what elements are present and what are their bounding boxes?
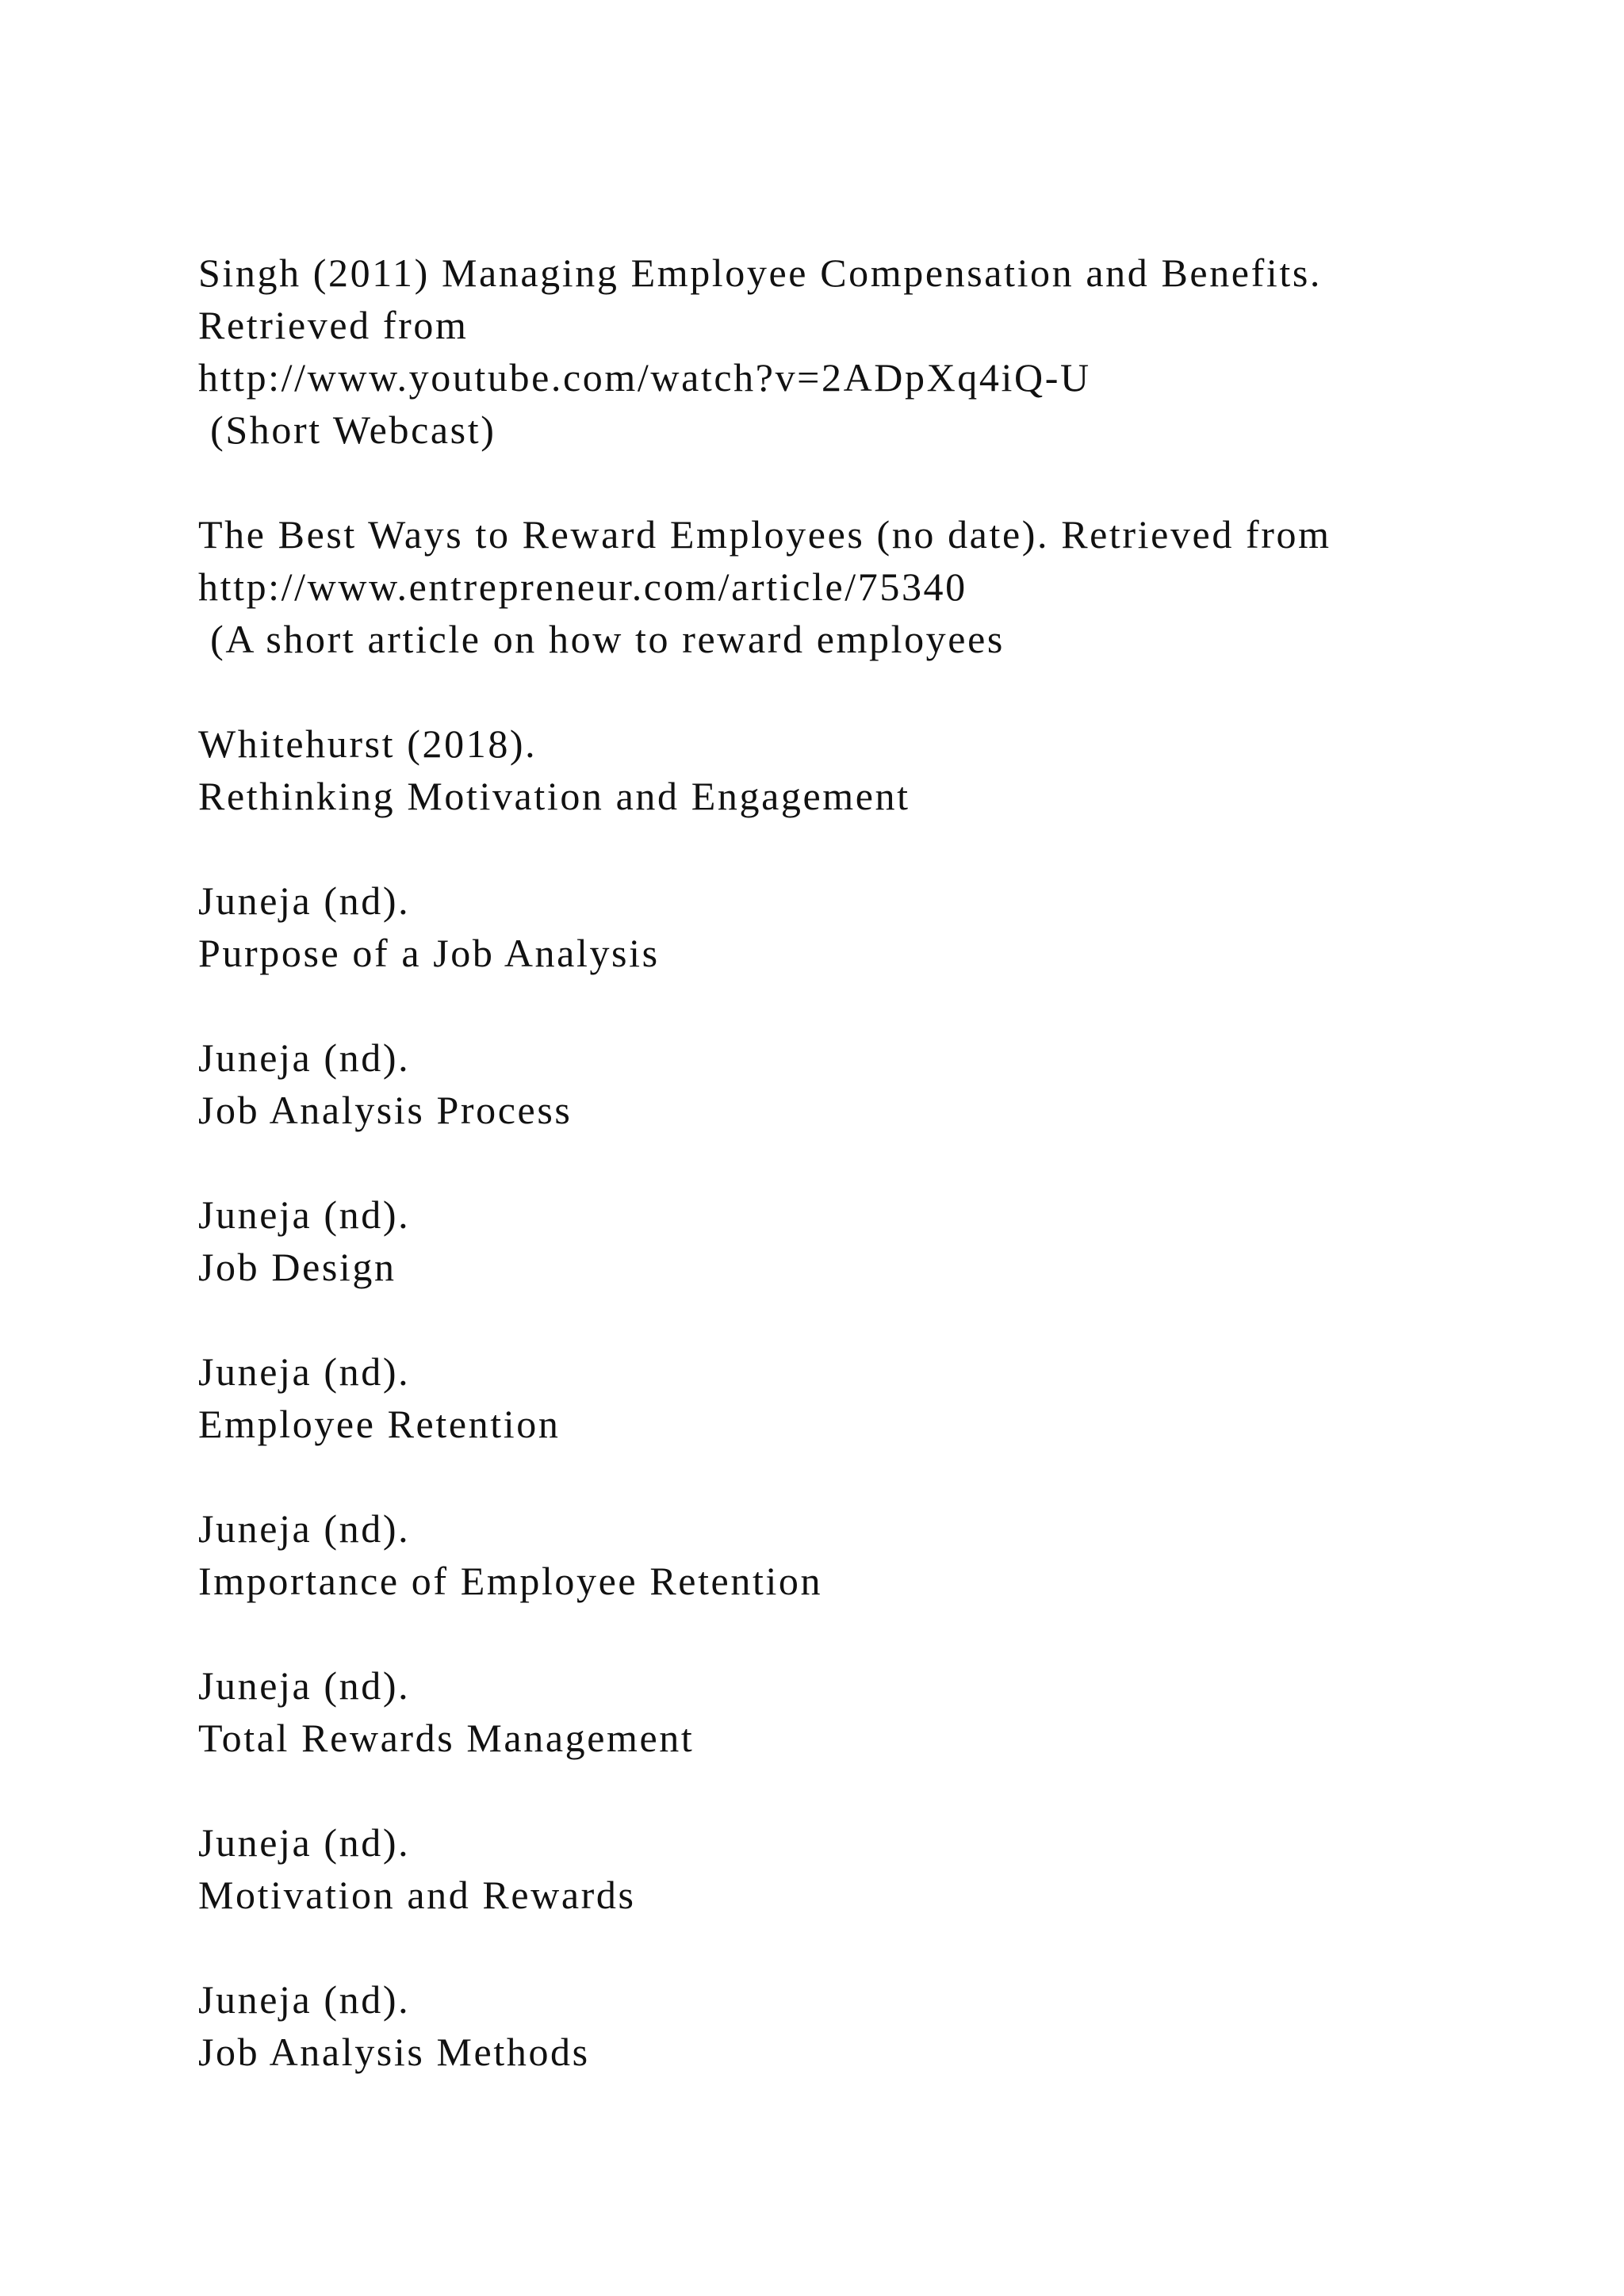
blank-line — [198, 456, 1546, 508]
text-line: Rethinking Motivation and Engagement — [198, 774, 910, 818]
text-line: Total Rewards Management — [198, 1716, 695, 1760]
text-line: (Short Webcast) — [198, 408, 496, 452]
text-line: Singh (2011) Managing Employee Compensation and Benefits. — [198, 251, 1322, 295]
blank-line — [198, 822, 1546, 874]
blank-line — [198, 1607, 1546, 1659]
blank-line — [198, 665, 1546, 718]
text-line: http://www.youtube.com/watch?v=2ADpXq4iQ-U — [198, 355, 1091, 400]
text-line: Retrieved from — [198, 303, 469, 347]
text-line: (A short article on how to reward employees — [198, 617, 1005, 661]
text-line: http://www.entrepreneur.com/article/75340 — [198, 564, 967, 609]
text-line: Juneja (nd). — [198, 878, 411, 923]
blank-line — [198, 1921, 1546, 1973]
text-line: Juneja (nd). — [198, 1663, 411, 1708]
text-line: Juneja (nd). — [198, 1035, 411, 1080]
text-line: Juneja (nd). — [198, 1977, 411, 2022]
text-line: Importance of Employee Retention — [198, 1559, 823, 1603]
text-line: Purpose of a Job Analysis — [198, 931, 660, 975]
blank-line — [198, 1450, 1546, 1502]
document-body — [198, 247, 1546, 2078]
text-line: Job Design — [198, 1245, 396, 1289]
text-line: The Best Ways to Reward Employees (no date). Retrieved from — [198, 512, 1331, 557]
text-line: Motivation and Rewards — [198, 1873, 636, 1917]
text-line: Juneja (nd). — [198, 1506, 411, 1551]
text-line: Juneja (nd). — [198, 1192, 411, 1237]
blank-line — [198, 979, 1546, 1031]
text-line: Juneja (nd). — [198, 1820, 411, 1865]
blank-line — [198, 1136, 1546, 1188]
blank-line — [198, 1764, 1546, 1816]
text-line: Employee Retention — [198, 1402, 561, 1446]
text-line: Whitehurst (2018). — [198, 721, 538, 766]
blank-line — [198, 1293, 1546, 1345]
text-line: Job Analysis Process — [198, 1088, 573, 1132]
text-line: Job Analysis Methods — [198, 2030, 590, 2074]
text-line: Juneja (nd). — [198, 1349, 411, 1394]
